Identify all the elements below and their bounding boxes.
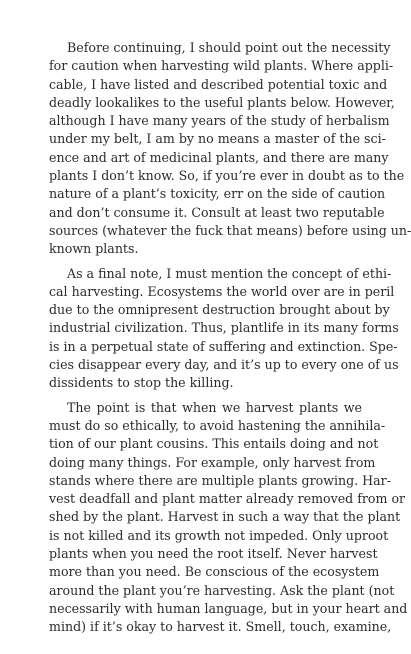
text-line: for caution when harvesting wild plants. Where appli-: [49, 58, 394, 74]
paragraph-caution: [49, 39, 411, 259]
text-line: tion of our plant cousins. This entails doing and not: [49, 436, 379, 452]
text-line: industrial civilization. Thus, plantlife in its many forms: [49, 320, 399, 336]
text-line: plants when you need the root itself. Never harvest: [49, 546, 378, 562]
text-line: mind) if it’s okay to harvest it. Smell, touch, examine,: [49, 619, 392, 635]
text-line: is not killed and its growth not impeded. Only uproot: [49, 527, 389, 543]
text-line: more than you need. Be conscious of the ecosystem: [49, 564, 380, 580]
text-line: known plants.: [49, 241, 139, 257]
text-line: nature of a plant’s toxicity, err on the side of caution: [49, 186, 386, 202]
text-line: dissidents to stop the killing.: [49, 375, 234, 391]
text-line: Before continuing, I should point out the necessity: [67, 40, 391, 55]
text-line: and don’t consume it. Consult at least two reputable: [49, 204, 385, 220]
text-line: As a final note, I must mention the concept of ethi-: [67, 265, 392, 281]
text-line: stands where there are multiple plants growing. Har-: [49, 472, 391, 488]
text-line: under my belt, I am by no means a master of the sci-: [49, 131, 386, 147]
text-line: deadly lookalikes to the useful plants below. However,: [49, 94, 395, 110]
text-line: vest deadfall and plant matter already removed from or: [49, 491, 406, 507]
text-line: doing many things. For example, only harvest from: [49, 454, 376, 470]
paragraph-ethical-harvesting: [49, 265, 399, 393]
body-text: [49, 39, 411, 637]
text-line: due to the omnipresent destruction brought about by: [49, 302, 390, 318]
text-line: cies disappear every day, and it’s up to every one of us: [49, 357, 399, 373]
text-line: although I have many years of the study of herbalism: [49, 113, 390, 129]
paragraph-harvest-guidelines: [49, 399, 408, 637]
text-line: must do so ethically, to avoid hastening the annihila-: [49, 417, 386, 433]
text-line: is in a perpetual state of suffering and extinction. Spe-: [49, 338, 398, 354]
text-line: The point is that when we harvest plants we: [67, 399, 362, 415]
text-line: sources (whatever the fuck that means) before using un-: [49, 222, 411, 238]
text-line: shed by the plant. Harvest in such a way that the plant: [49, 509, 401, 525]
text-line: necessarily with human language, but in your heart and: [49, 600, 408, 616]
text-line: plants I don’t know. So, if you’re ever in doubt as to the: [49, 168, 405, 184]
text-line: cable, I have listed and described potential toxic and: [49, 76, 388, 92]
text-line: ence and art of medicinal plants, and there are many: [49, 149, 389, 165]
text-line: cal harvesting. Ecosystems the world over are in peril: [49, 283, 395, 299]
text-line: around the plant you’re harvesting. Ask the plant (not: [49, 582, 395, 598]
